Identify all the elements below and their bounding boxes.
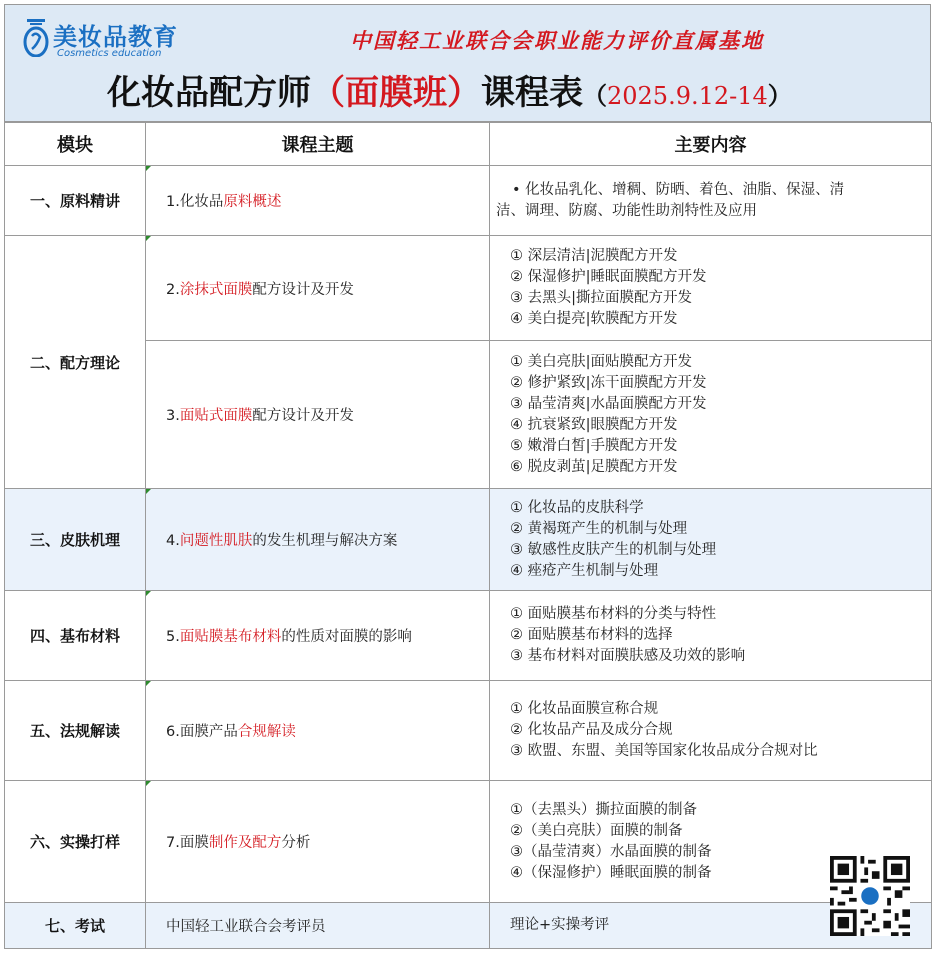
- content-line: ③（晶莹清爽）水晶面膜的制备: [510, 843, 712, 860]
- title-class-name: （面膜班）: [311, 73, 481, 113]
- topic-suffix: 配方设计及开发: [252, 408, 354, 424]
- topic-cell: [146, 591, 490, 681]
- topic-cell: [146, 236, 490, 341]
- topic-prefix: 2.: [166, 281, 180, 298]
- module-cell: 二、配方理论: [5, 236, 146, 489]
- topic-prefix: 5.: [166, 629, 180, 645]
- topic-suffix: 的发生机理与解决方案: [252, 533, 398, 549]
- schedule-table: [4, 122, 932, 949]
- topic-cell: [146, 489, 490, 591]
- content-line: ① 化妆品面膜宣称合规: [510, 701, 659, 717]
- table-row: [5, 166, 932, 236]
- topic-cell: [146, 781, 490, 903]
- header-banner: [4, 4, 931, 122]
- title-main: 化妆品配方师: [107, 73, 311, 113]
- content-line: 理论+实操考评: [510, 917, 610, 933]
- topic-cell: [146, 166, 490, 236]
- content-line: ③ 欧盟、东盟、美国等国家化妆品成分合规对比: [510, 743, 818, 759]
- content-cell: [490, 166, 932, 236]
- content-cell: [490, 681, 932, 781]
- module-cell: 六、实操打样: [5, 781, 146, 903]
- topic-suffix: 配方设计及开发: [252, 281, 354, 298]
- content-line: 洁、调理、防腐、功能性助剂特性及应用: [496, 202, 757, 219]
- logo-chinese-text: 美妆品教育: [53, 23, 178, 51]
- table-row: [5, 236, 932, 341]
- module-cell: 三、皮肤机理: [5, 489, 146, 591]
- column-header-module: 模块: [5, 123, 146, 166]
- table-row: [5, 781, 932, 903]
- topic-cell: [146, 681, 490, 781]
- content-line: ③ 晶莹清爽|水晶面膜配方开发: [510, 395, 707, 412]
- title-schedule: 课程表: [481, 73, 583, 113]
- topic-cell: [146, 903, 490, 949]
- topic-prefix: 3.: [166, 408, 180, 424]
- content-cell: [490, 236, 932, 341]
- course-schedule-sheet: [4, 4, 931, 951]
- content-line: ① 面贴膜基布材料的分类与特性: [510, 606, 717, 622]
- course-date: 2025.9.12-14: [607, 82, 768, 110]
- content-line: ② 修护紧致|冻干面膜配方开发: [510, 374, 707, 391]
- column-header-topic: 课程主题: [146, 123, 490, 166]
- content-line: ① 深层清洁|泥膜配方开发: [510, 248, 678, 264]
- content-line: ⑤ 嫩滑白皙|手膜配方开发: [510, 437, 678, 454]
- table-row: [5, 903, 932, 949]
- table-header-row: [5, 123, 932, 166]
- content-line: ③ 敏感性皮肤产生的机制与处理: [510, 541, 717, 558]
- logo-face-icon: [23, 19, 49, 57]
- content-cell: [490, 489, 932, 591]
- content-cell: [490, 591, 932, 681]
- brand-logo: [23, 17, 193, 63]
- date-paren-open: （: [583, 81, 607, 110]
- topic-suffix: 分析: [281, 835, 311, 851]
- content-line: ③ 去黑头|撕拉面膜配方开发: [510, 290, 692, 306]
- logo-english-text: Cosmetics education: [57, 48, 162, 59]
- content-line: ④ 痤疮产生机制与处理: [510, 562, 659, 579]
- qr-code-icon: [830, 856, 910, 936]
- date-paren-close: ）: [767, 81, 792, 110]
- content-line: ④ 抗衰紧致|眼膜配方开发: [510, 416, 678, 433]
- module-cell: 七、考试: [5, 903, 146, 949]
- column-header-content: 主要内容: [490, 123, 932, 166]
- topic-prefix: 中国轻工业联合会考评员: [166, 919, 326, 935]
- topic-highlight: 涂抹式面膜: [179, 281, 253, 298]
- topic-highlight: 合规解读: [237, 724, 296, 740]
- topic-highlight: 原料概述: [223, 194, 282, 210]
- table-row: [5, 681, 932, 781]
- topic-prefix: 4.: [166, 533, 180, 549]
- content-line: ① 美白亮肤|面贴膜配方开发: [510, 353, 692, 370]
- content-line: ② 化妆品产品及成分合规: [510, 722, 673, 738]
- content-cell: [490, 341, 932, 489]
- page-title: [107, 65, 792, 113]
- content-line: • 化妆品乳化、增稠、防晒、着色、油脂、保湿、清: [512, 181, 845, 198]
- table-row: [5, 591, 932, 681]
- content-line: ① 化妆品的皮肤科学: [510, 499, 644, 516]
- topic-prefix: 6.面膜产品: [166, 724, 238, 740]
- content-line: ④ 美白提亮|软膜配方开发: [510, 311, 678, 327]
- content-line: ④（保湿修护）睡眠面膜的制备: [510, 864, 712, 881]
- module-cell: 四、基布材料: [5, 591, 146, 681]
- topic-prefix: 1.化妆品: [166, 194, 224, 210]
- content-line: ②（美白亮肤）面膜的制备: [510, 822, 683, 839]
- content-line: ①（去黑头）撕拉面膜的制备: [510, 801, 697, 818]
- topic-highlight: 制作及配方: [208, 835, 282, 851]
- topic-highlight: 面贴膜基布材料: [179, 629, 282, 645]
- topic-highlight: 面贴式面膜: [179, 408, 253, 424]
- module-cell: 五、法规解读: [5, 681, 146, 781]
- content-line: ② 保湿修护|睡眠面膜配方开发: [510, 269, 707, 285]
- content-line: ⑥ 脱皮剥茧|足膜配方开发: [510, 458, 678, 475]
- topic-prefix: 7.面膜: [166, 835, 209, 851]
- header-subtitle: 中国轻工业联合会职业能力评价直属基地: [350, 28, 764, 53]
- content-line: ③ 基布材料对面膜肤感及功效的影响: [510, 648, 746, 664]
- table-row: [5, 489, 932, 591]
- topic-highlight: 问题性肌肤: [179, 533, 253, 549]
- topic-suffix: 的性质对面膜的影响: [281, 629, 412, 645]
- content-line: ② 面贴膜基布材料的选择: [510, 627, 673, 643]
- topic-cell: [146, 341, 490, 489]
- content-line: ② 黄褐斑产生的机制与处理: [510, 520, 688, 537]
- module-cell: 一、原料精讲: [5, 166, 146, 236]
